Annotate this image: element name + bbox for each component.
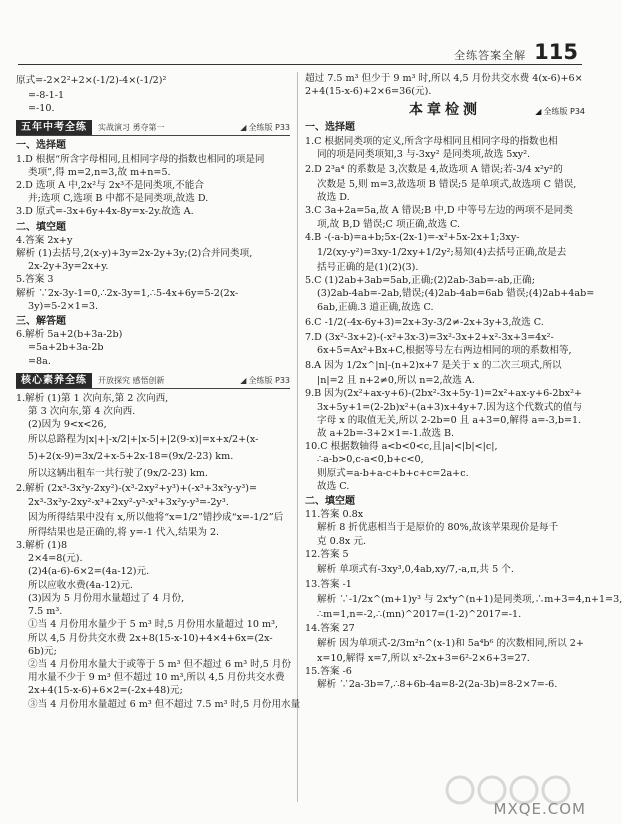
text-line: 4.答案 2x+y (16, 234, 73, 246)
section-heading: 一、选择题 (305, 122, 355, 134)
banner-ref (240, 374, 290, 387)
text-line: 项,故 B,D 错误;C 项正确,故选 C. (317, 218, 461, 230)
banner-subtitle: 实战演习 勇夺第一 (98, 123, 165, 133)
text-line: 15.答案 -6 (305, 665, 352, 677)
text-line: 字母 x 的取值无关,所以 2-2b=0 且 a+3=0,解得 a=-3,b=1. (317, 414, 582, 426)
text-line: 2.D 选项 A 中,2x²与 2x³不是同类项,不能合 (16, 180, 204, 192)
header-rule (18, 64, 582, 65)
text-line: 6ab,正确.3 道正确,故选 C. (317, 301, 434, 313)
text-line: 2+4(15-x-6)+2×6=36(元). (305, 86, 432, 98)
text-line: 7.5 m³. (28, 606, 63, 618)
text-line: 10.C 根据数轴得 a<b<0<c,且|a|<|b|<|c|, (305, 441, 498, 453)
column-divider (297, 72, 298, 802)
banner-subtitle: 开放探究 感悟创新 (98, 375, 165, 385)
chapter-heading (305, 101, 585, 119)
text-line: x=10,解得 x=7,所以 x²-2x+3=6²-2×6+3=27. (317, 652, 530, 664)
text-line: 故选 C. (317, 480, 350, 492)
text-line: 解析 因为单项式-2/3m²n^(x-1)和 5a⁴b⁶ 的次数相同,所以 2+ (317, 637, 584, 649)
text-line: 6.C -1/2(-4x-6y+3)=2x+3y-3/2≠-2x+3y+3,故选 C. (305, 316, 544, 328)
text-line: 13.答案 -1 (305, 579, 352, 591)
text-line: 3.D 原式=-3x+6y+4x-8y=x-2y.故选 A. (16, 206, 194, 218)
text-line: ∴m=1,n=-2,∴(mn)^2017=(1-2)^2017=-1. (317, 609, 522, 621)
text-line: 6b)元; (28, 645, 57, 657)
text-line: 次数是 5,则 m=3,故选项 B 错误;5 是单项式,故选项 C 错误, (317, 179, 577, 191)
text-line: 3.C 3a+2a=5a,故 A 错误;B 中,D 中等号左边的两项不是同类 (305, 205, 573, 217)
text-line: 所以应收水费(4a-12)元. (28, 579, 133, 591)
book-icon: ◢ (240, 375, 247, 385)
text-line: =-8-1-1 (28, 90, 65, 101)
header-title: 全练答案全解 (454, 49, 527, 62)
text-line: 所以 4,5 月份共交水费 2x+8(15-x-10)+4×4+6x=(2x- (28, 632, 273, 644)
text-line: 1/2(xy-y²)=3xy-1/2xy+1/2y²;易知(4)去括号正确,故是去 (317, 247, 567, 259)
text-line: 6.解析 5a+2(b+3a-2b) (16, 329, 123, 341)
text-line: 2x³-3x²y-2xy²-x³+2xy²-y³-x³+3x²y-y³=-2y³. (28, 496, 229, 508)
text-line: =5a+2b+3a-2b (28, 342, 104, 354)
text-line: 1.C 根据同类项的定义,所含字母相同且相同字母的指数也相 (305, 135, 558, 147)
text-line: 2x-2y+3y=2x+y. (28, 261, 109, 273)
text-line: 2.解析 (2x³-3x²y-2xy²)-(x³-2xy²+y³)+(-x³+3x²y-y³)= (16, 483, 257, 495)
banner-title: 五年中考全练 (16, 120, 92, 135)
text-line: 原式=-2×2²+2×(-1/2)-4×(-1/2)² (16, 75, 167, 86)
text-line: 14.答案 27 (305, 622, 355, 634)
text-line: (2)4(a-6)-6×2=(4a-12)元. (28, 566, 150, 578)
text-line: 并;选项 C,选项 B 中都不是同类项,故选 D. (28, 193, 209, 205)
text-line: ②当 4 月份用水量大于或等于 5 m³ 但不超过 6 m³ 时,5 月份 (28, 658, 292, 670)
text-line: 故选 D. (317, 192, 350, 204)
banner-title: 核心素养全练 (16, 373, 92, 388)
text-line: 解析 单项式有-3xy³,0,4ab,xy/7,-a,π,共 5 个. (317, 564, 514, 576)
text-line: 克 0.8x 元. (317, 535, 367, 547)
book-icon: ◢ (535, 107, 542, 117)
text-line: 9.B 因为(2x²+ax-y+6)-(2bx²-3x+5y-1)=2x²+ax-y+6-2bx²+ (305, 388, 582, 400)
text-line: 解析 (1)去括号,2(x-y)+3y=2x-2y+3y;(2)合并同类项, (16, 248, 253, 260)
text-line: 解析 ∵2x-3y-1=0,∴2x-3y=1,∴5-4x+6y=5-2(2x- (16, 287, 239, 299)
banner-ref-text: 全练版 P33 (248, 375, 290, 385)
chapter-ref-text: 全练版 P34 (543, 107, 585, 117)
text-line: 1.解析 (1)第 1 次向东,第 2 次向西, (16, 392, 169, 404)
text-line: ①当 4 月份用水量少于 5 m³ 时,5 月份用水量超过 10 m³, (28, 619, 278, 631)
text-line: 解析 ∵-1/2x^(m+1)y³ 与 2x⁴y^(n+1)是同类项,∴m+3=4,n+1=3, (317, 594, 622, 606)
watermark-text: MXQE.COM (493, 800, 586, 818)
chapter-ref (535, 105, 585, 118)
text-line: 6x+5=Ax²+Bx+C,根据等号左右两边相同的项的系数相等, (317, 345, 572, 357)
text-line: 5.答案 3 (16, 274, 54, 286)
text-line: 12.答案 5 (305, 548, 349, 560)
text-line: 同的项是同类项知,3 与-3xy² 是同类项,故选 5xy². (317, 148, 531, 160)
section-heading: 二、填空题 (16, 221, 66, 233)
text-line: 8.A 因为 1/2x^|n|-(n+2)x+7 是关于 x 的二次三项式,所以 (305, 360, 562, 372)
section-heading: 二、填空题 (305, 496, 355, 508)
text-line: 3y)=5-2×1=3. (28, 300, 99, 312)
text-line: 4.B -(-a-b)=a+b;5x-(2x-1)=-x²+5x-2x+1;3xy- (305, 231, 520, 243)
text-line: =-10. (28, 103, 55, 115)
text-line: 故 a+2b=-3+2×1=-1.故选 B. (317, 428, 455, 440)
text-line: 所以总路程为|x|+|-x/2|+|x-5|+|2(9-x)|=x+x/2+(x- (28, 434, 259, 446)
text-line: 所得结果也是正确的,将 y=-1 代入,结果为 2. (28, 526, 220, 538)
text-line: 2×4=8(元). (28, 553, 83, 565)
text-line: 则原式=a-b+a-c+b+c+c=2a+c. (317, 467, 469, 479)
book-icon: ◢ (240, 123, 247, 133)
page-number: 115 (534, 40, 578, 64)
text-line: 2x+4(15-x-6)+6×2=(-2x+48)元; (28, 685, 183, 697)
right-column (305, 72, 622, 691)
section-banner (16, 120, 290, 136)
text-line: (2)因为 9<x<26, (28, 419, 107, 431)
section-heading: 三、解答题 (16, 316, 66, 328)
text-line: 5)+2(x-9)=3x/2+x-5+2x-18=(9x/2-23) km. (28, 451, 234, 463)
text-line: (3)2ab-4ab=-2ab,错误;(4)2ab-4ab=6ab 错误;(4)2ab+4ab= (317, 288, 595, 300)
text-line: ③当 4 月份用水量超过 6 m³ 但不超过 7.5 m³ 时,5 月份用水量 (28, 698, 301, 710)
section-banner (16, 373, 290, 389)
left-column (16, 72, 301, 711)
text-line: 解析 ∵2a-3b=7,∴8+6b-4a=8-2(2a-3b)=8-2×7=-6. (317, 679, 558, 691)
text-line: 第 3 次向东,第 4 次向西. (28, 406, 136, 418)
text-line: 解析 8 折优惠相当于是原价的 80%,故该苹果现价是每千 (317, 522, 559, 534)
text-line: 类项”,得 m=2,n=3,故 m+n=5. (28, 166, 171, 178)
chapter-title: 本章检测 (409, 101, 481, 118)
text-line: 因为所得结果中没有 x,所以他将“x=1/2”错抄成“x=-1/2”后 (28, 511, 284, 523)
text-line: =8a. (28, 355, 51, 367)
text-line: 3x+5y+1=(2-2b)x²+(a+3)x+4y+7.因为这个代数式的值与 (317, 401, 583, 413)
text-line: 3.解析 (1)8 (16, 540, 68, 552)
text-line: 超过 7.5 m³ 但少于 9 m³ 时,所以 4,5 月份共交水费 4(x-6)+6× (305, 73, 583, 84)
text-line: 5.C (1)2ab+3ab=5ab,正确;(2)2ab-3ab=-ab,正确; (305, 275, 535, 287)
text-line: 所以这辆出租车一共行驶了(9x/2-23) km. (28, 468, 208, 480)
text-line: 1.D 根据“所含字母相同,且相同字母的指数也相同的项是同 (16, 153, 265, 165)
text-line: 7.D (3x²-3x+2)-(-x²+3x-3)=3x²-3x+2+x²-3x+3=4x²- (305, 331, 554, 343)
banner-ref-text: 全练版 P33 (248, 123, 290, 133)
banner-ref (240, 121, 290, 134)
text-line: 用水量不少于 9 m³ 但不超过 10 m³,所以 4,5 月份共交水费 (28, 672, 285, 684)
text-line: 2.D 2³a⁴ 的系数是 3,次数是 4,故选项 A 错误;若-3/4 x²y²的 (305, 164, 563, 176)
text-line: ∴a-b>0,c-a<0,b+c<0, (317, 454, 424, 466)
page-header (454, 40, 578, 64)
text-line: (3)因为 5 月份用水量超过了 4 月份, (28, 592, 185, 604)
section-heading: 一、选择题 (16, 140, 66, 152)
text-line: |n|=2 且 n+2≠0,所以 n=2,故选 A. (317, 375, 475, 387)
text-line: 括号正确的是(1)(2)(3). (317, 262, 419, 274)
text-line: 11.答案 0.8x (305, 509, 364, 521)
